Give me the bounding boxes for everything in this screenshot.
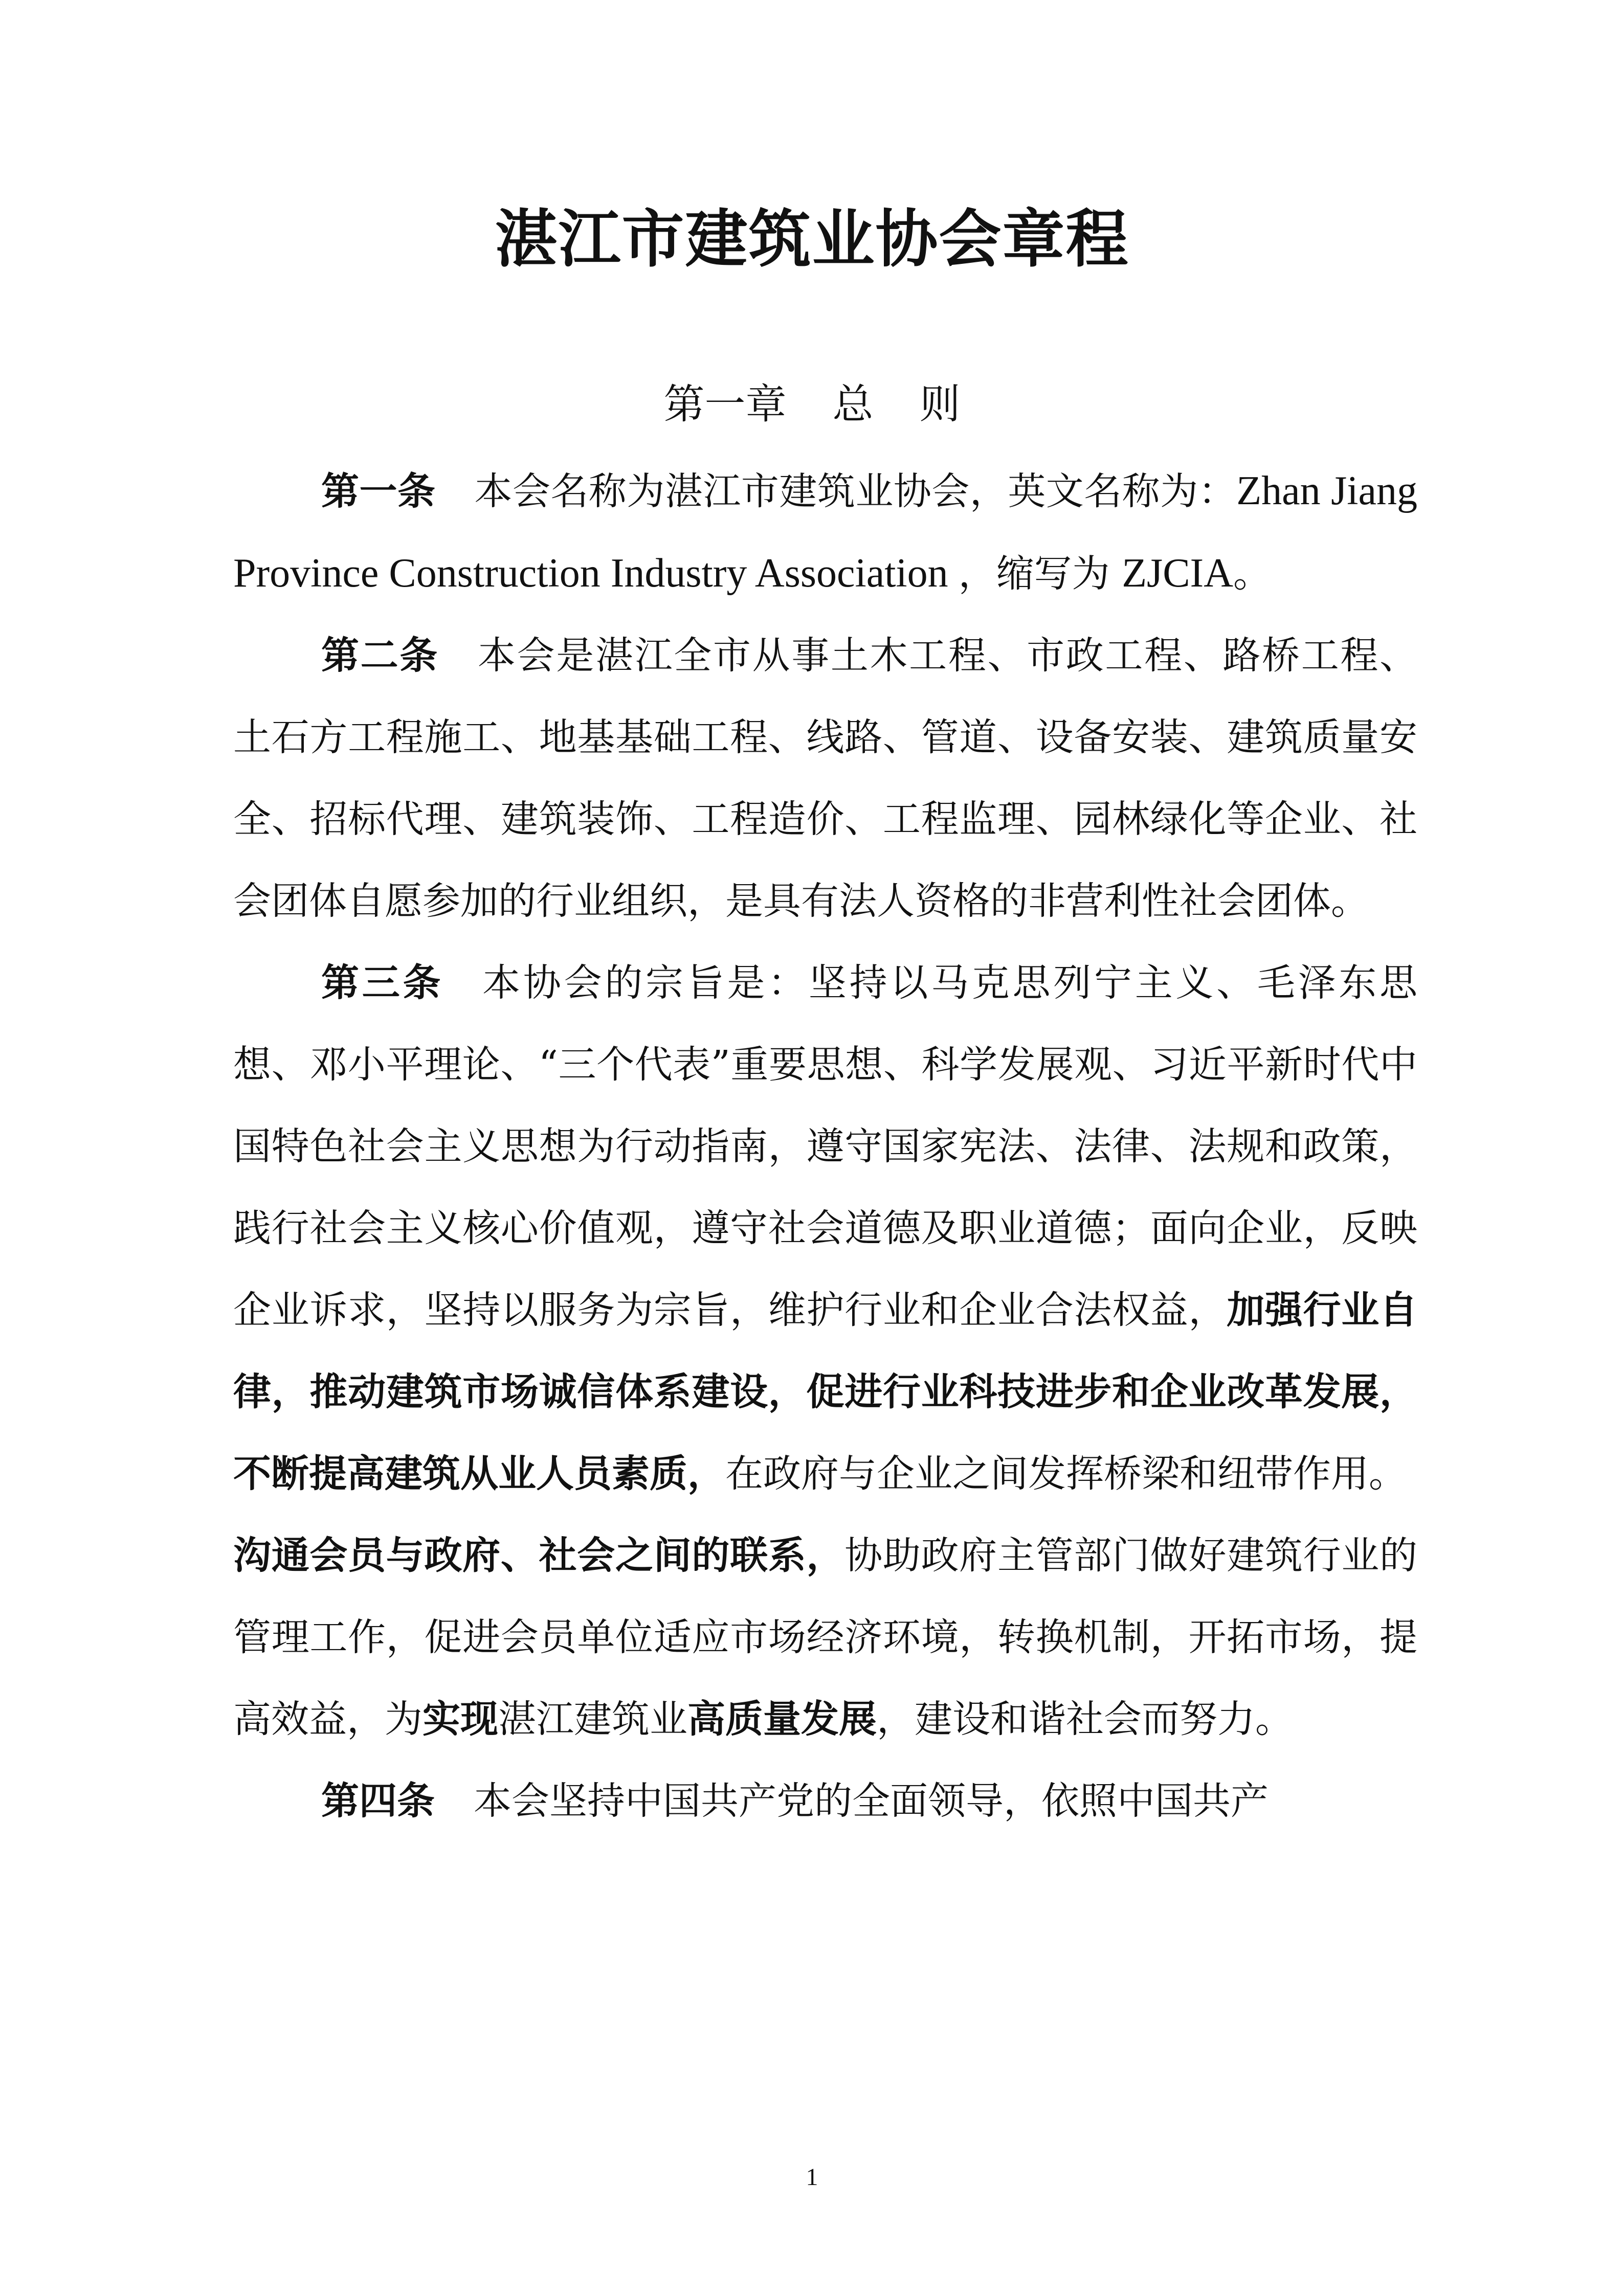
article-paragraph — [233, 942, 1417, 1515]
chapter-title-part1: 总 — [832, 380, 874, 428]
article-text: Zhan Jiang Province Construction Industry Association — [233, 468, 1417, 596]
article-text: 。 — [1233, 552, 1271, 596]
emphasized-text: 加强行业自律，推动建筑市场诚信体系建设，促进行业科技进步和企业改革发展，不断提高建筑从业人员素质， — [233, 1288, 1418, 1496]
document-title: 湛江市建筑业协会章程 — [495, 202, 1129, 276]
article-text: 本会名称为湛江市建筑业协会，英文名称为： — [474, 469, 1237, 513]
article-text: 本会是湛江全市从事土木工程、市政工程、路桥工程、土石方工程施工、地基基础工程、线路、管道、设备安装、建筑质量安全、招标代理、建筑装饰、工程造价、工程监理、园林绿化等企业、社会团体自愿参加的行业组织，是具有法人资格的非营利性社会团体。 — [233, 634, 1418, 923]
article-number: 第三条 — [321, 961, 444, 1005]
article-paragraph — [233, 450, 1417, 615]
page-number: 1 — [806, 2164, 818, 2191]
article-paragraph — [233, 1760, 1417, 1842]
article-text: 协助政府主管部门做好建筑行业的管理工作，促进会员单位适应市场经济环境，转换机制，开拓市场，提高效益，为 — [233, 1534, 1418, 1741]
document-body — [233, 450, 1417, 1842]
article-text: 本协会的宗旨是：坚持以马克思列宁主义、毛泽东思想、邓小平理论、“三个代表”重要思想、科学发展观、习近平新时代中国特色社会主义思想为行动指南，遵守国家宪法、法律、法规和政策，践行社会主义核心价值观，遵守社会道德及职业道德；面向企业，反映企业诉求，坚持以服务为宗旨，维护行业和企业合法权益， — [233, 961, 1418, 1332]
emphasized-text: 实现 — [422, 1697, 498, 1741]
article-text: ，缩写为 — [958, 552, 1122, 596]
emphasized-text: 沟通会员与政府、社会之间的联系， — [233, 1534, 845, 1578]
article-text: ZJCIA — [1122, 551, 1233, 596]
article-paragraph — [233, 615, 1417, 942]
article-continuation-paragraph — [233, 1515, 1417, 1760]
article-text: 本会坚持中国共产党的全面领导，依照中国共产 — [474, 1779, 1269, 1823]
chapter-number: 第一章 — [663, 380, 787, 428]
chapter-heading — [0, 376, 1624, 433]
article-text: ，建设和谐社会而努力。 — [877, 1697, 1293, 1741]
article-text: 湛江建筑业 — [498, 1697, 687, 1741]
chapter-title-part2: 则 — [919, 380, 961, 428]
article-number: 第二条 — [321, 634, 439, 678]
article-number: 第一条 — [321, 469, 436, 513]
article-text: 在政府与企业之间发挥桥梁和纽带作用。 — [725, 1452, 1407, 1496]
article-number: 第四条 — [321, 1779, 435, 1823]
emphasized-text: 高质量发展 — [687, 1697, 877, 1741]
